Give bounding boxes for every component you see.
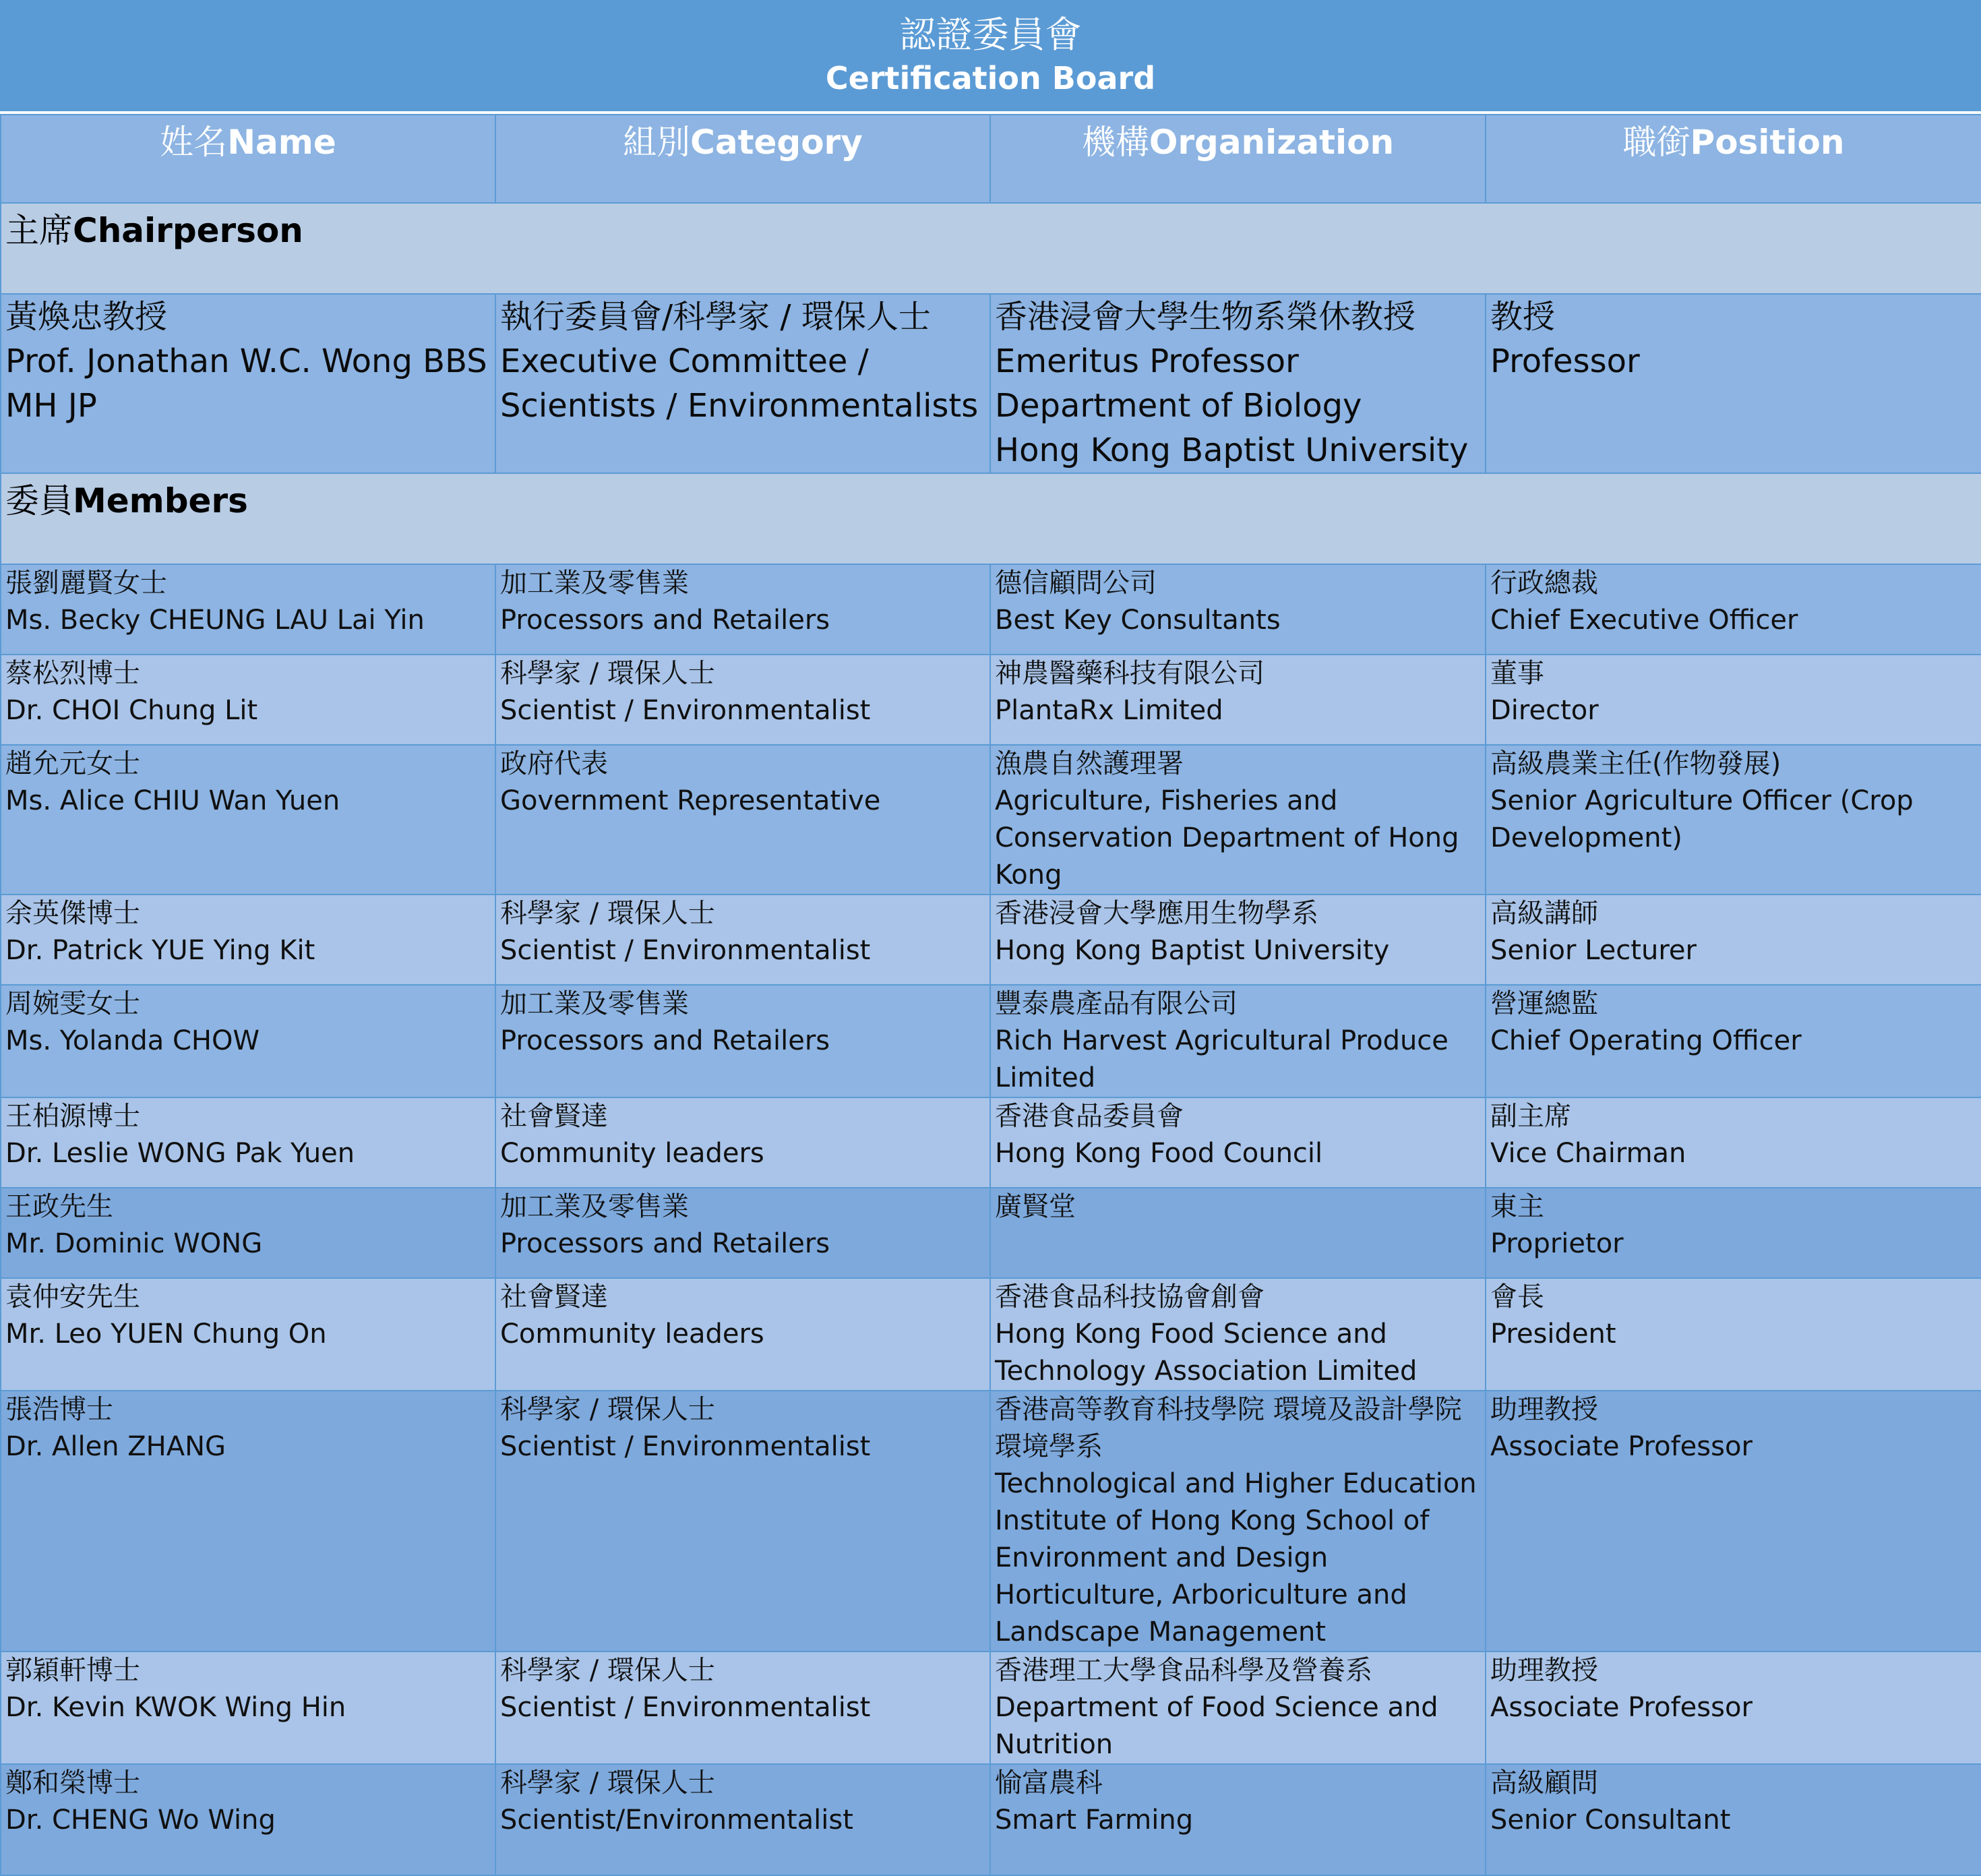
member-category-zh: 政府代表 bbox=[500, 748, 608, 779]
member-position-en: Chief Executive Officer bbox=[1490, 605, 1798, 636]
member-position-cell bbox=[1486, 985, 1981, 1097]
member-org-zh: 香港高等教育科技學院 環境及設計學院 環境學系 bbox=[995, 1394, 1462, 1462]
chair-org-en-line: Emeritus Professor bbox=[995, 342, 1299, 380]
member-position-cell bbox=[1486, 1097, 1981, 1188]
member-position-en: President bbox=[1490, 1319, 1616, 1350]
member-position-cell bbox=[1486, 1764, 1981, 1875]
member-org-en: Technological and Higher Education Institute of Hong Kong School of Environment and Design Horticulture, Arboriculture and Landscape Management bbox=[995, 1468, 1477, 1647]
member-category-en: Scientist/Environmentalist bbox=[500, 1805, 853, 1836]
chair-org-zh: 香港浸會大學生物系榮休教授 bbox=[995, 298, 1416, 336]
member-org-en: Department of Food Science and Nutrition bbox=[995, 1692, 1438, 1760]
member-name-zh: 張劉麗賢女士 bbox=[5, 568, 167, 599]
member-position-zh: 高級顧問 bbox=[1490, 1767, 1598, 1798]
member-position-en: Vice Chairman bbox=[1490, 1138, 1686, 1169]
chair-category-en: Executive Committee / Scientists / Environmentalists bbox=[500, 342, 979, 425]
member-category-en: Processors and Retailers bbox=[500, 1228, 830, 1259]
member-position-zh: 高級講師 bbox=[1490, 898, 1598, 929]
member-category-zh: 加工業及零售業 bbox=[500, 568, 689, 599]
member-category-en: Government Representative bbox=[500, 785, 881, 816]
table-row bbox=[1, 1652, 1981, 1764]
member-category-cell bbox=[495, 985, 990, 1097]
member-category-zh: 科學家 / 環保人士 bbox=[500, 1655, 715, 1686]
chair-category-zh: 執行委員會/科學家 / 環保人士 bbox=[500, 298, 931, 336]
member-org-en: Agriculture, Fisheries and Conservation Department of Hong Kong bbox=[995, 785, 1459, 890]
title-bar bbox=[0, 0, 1981, 111]
member-org-zh: 豐泰農產品有限公司 bbox=[995, 988, 1238, 1019]
member-org-cell bbox=[990, 1652, 1486, 1764]
member-name-cell bbox=[1, 895, 495, 985]
table-row bbox=[1, 1278, 1981, 1391]
member-position-en: Proprietor bbox=[1490, 1228, 1624, 1259]
chair-category-cell bbox=[495, 294, 990, 473]
member-name-cell bbox=[1, 564, 495, 655]
member-name-zh: 王政先生 bbox=[5, 1191, 113, 1222]
member-position-cell bbox=[1486, 895, 1981, 985]
member-name-zh: 趙允元女士 bbox=[5, 748, 140, 779]
member-category-cell bbox=[495, 1764, 990, 1875]
member-org-cell bbox=[990, 655, 1486, 745]
member-name-zh: 余英傑博士 bbox=[5, 898, 140, 929]
section-label-chairperson: 主席Chairperson bbox=[1, 203, 1981, 294]
member-name-en: Mr. Leo YUEN Chung On bbox=[5, 1319, 327, 1350]
chair-position-en: Professor bbox=[1490, 342, 1640, 380]
member-category-zh: 科學家 / 環保人士 bbox=[500, 1767, 715, 1798]
member-position-zh: 東主 bbox=[1490, 1191, 1544, 1222]
member-name-cell bbox=[1, 1188, 495, 1278]
member-name-zh: 周婉雯女士 bbox=[5, 988, 140, 1019]
member-org-en: PlantaRx Limited bbox=[995, 695, 1223, 726]
member-org-cell bbox=[990, 1278, 1486, 1391]
section-row-chairperson bbox=[1, 203, 1981, 294]
member-org-zh: 德信顧問公司 bbox=[995, 568, 1157, 599]
member-name-cell bbox=[1, 1097, 495, 1188]
member-name-en: Ms. Yolanda CHOW bbox=[5, 1025, 260, 1056]
member-name-cell bbox=[1, 1764, 495, 1875]
member-category-cell bbox=[495, 1391, 990, 1652]
member-category-en: Scientist / Environmentalist bbox=[500, 1431, 871, 1462]
member-position-zh: 董事 bbox=[1490, 658, 1544, 689]
member-position-en: Chief Operating Officer bbox=[1490, 1025, 1802, 1056]
member-category-cell bbox=[495, 895, 990, 985]
chair-position-cell bbox=[1486, 294, 1981, 473]
member-category-en: Community leaders bbox=[500, 1319, 764, 1350]
chair-name-zh: 黃煥忠教授 bbox=[5, 298, 168, 336]
member-category-zh: 科學家 / 環保人士 bbox=[500, 658, 715, 689]
section-row-members bbox=[1, 473, 1981, 564]
member-position-en: Associate Professor bbox=[1490, 1431, 1753, 1462]
member-position-zh: 高級農業主任(作物發展) bbox=[1490, 748, 1781, 779]
member-name-cell bbox=[1, 1391, 495, 1652]
member-name-zh: 袁仲安先生 bbox=[5, 1281, 140, 1312]
table-row bbox=[1, 1764, 1981, 1875]
table-row bbox=[1, 1391, 1981, 1652]
member-position-en: Senior Lecturer bbox=[1490, 935, 1697, 966]
member-name-zh: 郭穎軒博士 bbox=[5, 1655, 140, 1686]
table-row bbox=[1, 895, 1981, 985]
member-org-zh: 愉富農科 bbox=[995, 1767, 1103, 1798]
member-position-en: Senior Agriculture Officer (Crop Development) bbox=[1490, 785, 1914, 853]
member-position-zh: 行政總裁 bbox=[1490, 568, 1598, 599]
chair-org-en-line: Department of Biology bbox=[995, 387, 1362, 425]
member-category-zh: 加工業及零售業 bbox=[500, 1191, 689, 1222]
member-org-zh: 廣賢堂 bbox=[995, 1191, 1076, 1222]
member-category-zh: 社會賢達 bbox=[500, 1281, 608, 1312]
member-org-cell bbox=[990, 1391, 1486, 1652]
member-category-cell bbox=[495, 1278, 990, 1391]
member-org-zh: 香港食品科技協會創會 bbox=[995, 1281, 1264, 1312]
member-name-cell bbox=[1, 985, 495, 1097]
member-name-en: Ms. Alice CHIU Wan Yuen bbox=[5, 785, 340, 816]
page-title-zh: 認證委員會 bbox=[899, 13, 1082, 56]
chairperson-row bbox=[1, 294, 1981, 473]
member-org-zh: 香港浸會大學應用生物學系 bbox=[995, 898, 1318, 929]
table-row bbox=[1, 1188, 1981, 1278]
table-row bbox=[1, 655, 1981, 745]
member-category-cell bbox=[495, 1097, 990, 1188]
member-category-en: Community leaders bbox=[500, 1138, 764, 1169]
member-category-en: Processors and Retailers bbox=[500, 605, 830, 636]
member-name-zh: 蔡松烈博士 bbox=[5, 658, 140, 689]
member-name-cell bbox=[1, 1652, 495, 1764]
column-header-organization: 機構Organization bbox=[990, 115, 1486, 203]
member-org-en: Hong Kong Food Science and Technology Association Limited bbox=[995, 1319, 1418, 1387]
member-org-en: Best Key Consultants bbox=[995, 605, 1281, 636]
column-header-category: 組別Category bbox=[495, 115, 990, 203]
member-position-en: Associate Professor bbox=[1490, 1692, 1753, 1723]
page-title-en: Certification Board bbox=[825, 60, 1156, 96]
section-label-members: 委員Members bbox=[1, 473, 1981, 564]
member-category-en: Scientist / Environmentalist bbox=[500, 935, 871, 966]
member-org-zh: 香港食品委員會 bbox=[995, 1101, 1184, 1132]
member-org-zh: 香港理工大學食品科學及營養系 bbox=[995, 1655, 1372, 1686]
member-name-en: Dr. Leslie WONG Pak Yuen bbox=[5, 1138, 355, 1169]
member-org-zh: 漁農自然護理署 bbox=[995, 748, 1184, 779]
member-position-cell bbox=[1486, 1188, 1981, 1278]
member-name-en: Dr. Kevin KWOK Wing Hin bbox=[5, 1692, 346, 1723]
table-row bbox=[1, 564, 1981, 655]
column-header-row bbox=[1, 115, 1981, 203]
member-org-cell bbox=[990, 895, 1486, 985]
member-org-en: Hong Kong Food Council bbox=[995, 1138, 1323, 1169]
member-category-en: Processors and Retailers bbox=[500, 1025, 830, 1056]
member-position-zh: 助理教授 bbox=[1490, 1394, 1598, 1425]
member-category-zh: 加工業及零售業 bbox=[500, 988, 689, 1019]
member-name-en: Dr. CHENG Wo Wing bbox=[5, 1805, 276, 1836]
member-category-cell bbox=[495, 655, 990, 745]
member-name-en: Dr. CHOI Chung Lit bbox=[5, 695, 258, 726]
member-org-en: Rich Harvest Agricultural Produce Limited bbox=[995, 1025, 1449, 1093]
member-org-zh: 神農醫藥科技有限公司 bbox=[995, 658, 1264, 689]
member-name-cell bbox=[1, 745, 495, 895]
table-row bbox=[1, 745, 1981, 895]
member-org-cell bbox=[990, 985, 1486, 1097]
member-position-en: Director bbox=[1490, 695, 1599, 726]
member-name-en: Ms. Becky CHEUNG LAU Lai Yin bbox=[5, 605, 425, 636]
chair-position-zh: 教授 bbox=[1490, 298, 1556, 336]
member-name-cell bbox=[1, 655, 495, 745]
member-position-en: Senior Consultant bbox=[1490, 1805, 1731, 1836]
member-org-cell bbox=[990, 1097, 1486, 1188]
chair-org-en-line: Hong Kong Baptist University bbox=[995, 431, 1469, 469]
member-category-cell bbox=[495, 564, 990, 655]
member-org-en: Hong Kong Baptist University bbox=[995, 935, 1390, 966]
member-category-en: Scientist / Environmentalist bbox=[500, 695, 871, 726]
member-category-zh: 科學家 / 環保人士 bbox=[500, 898, 715, 929]
table-row bbox=[1, 1097, 1981, 1188]
member-name-zh: 王柏源博士 bbox=[5, 1101, 140, 1132]
member-name-zh: 張浩博士 bbox=[5, 1394, 113, 1425]
member-org-en: Smart Farming bbox=[995, 1805, 1194, 1836]
table-row bbox=[1, 985, 1981, 1097]
member-position-zh: 助理教授 bbox=[1490, 1655, 1598, 1686]
member-position-cell bbox=[1486, 745, 1981, 895]
column-header-position: 職銜Position bbox=[1486, 115, 1981, 203]
board-table bbox=[0, 114, 1981, 1876]
chair-name-cell bbox=[1, 294, 495, 473]
member-position-zh: 會長 bbox=[1490, 1281, 1544, 1312]
column-header-name: 姓名Name bbox=[1, 115, 495, 203]
member-category-cell bbox=[495, 1188, 990, 1278]
member-position-cell bbox=[1486, 655, 1981, 745]
member-name-cell bbox=[1, 1278, 495, 1391]
member-category-zh: 科學家 / 環保人士 bbox=[500, 1394, 715, 1425]
member-org-cell bbox=[990, 1764, 1486, 1875]
member-org-cell bbox=[990, 1188, 1486, 1278]
member-position-cell bbox=[1486, 1391, 1981, 1652]
member-position-cell bbox=[1486, 564, 1981, 655]
member-org-cell bbox=[990, 564, 1486, 655]
member-category-en: Scientist / Environmentalist bbox=[500, 1692, 871, 1723]
member-name-en: Dr. Patrick YUE Ying Kit bbox=[5, 935, 315, 966]
member-position-zh: 營運總監 bbox=[1490, 988, 1598, 1019]
member-name-en: Mr. Dominic WONG bbox=[5, 1228, 263, 1259]
chair-org-cell bbox=[990, 294, 1486, 473]
member-category-zh: 社會賢達 bbox=[500, 1101, 608, 1132]
member-position-cell bbox=[1486, 1652, 1981, 1764]
member-org-cell bbox=[990, 745, 1486, 895]
member-position-zh: 副主席 bbox=[1490, 1101, 1571, 1132]
member-category-cell bbox=[495, 1652, 990, 1764]
member-category-cell bbox=[495, 745, 990, 895]
member-name-zh: 鄭和榮博士 bbox=[5, 1767, 140, 1798]
chair-name-en: Prof. Jonathan W.C. Wong BBS MH JP bbox=[5, 342, 487, 425]
member-position-cell bbox=[1486, 1278, 1981, 1391]
member-name-en: Dr. Allen ZHANG bbox=[5, 1431, 226, 1462]
